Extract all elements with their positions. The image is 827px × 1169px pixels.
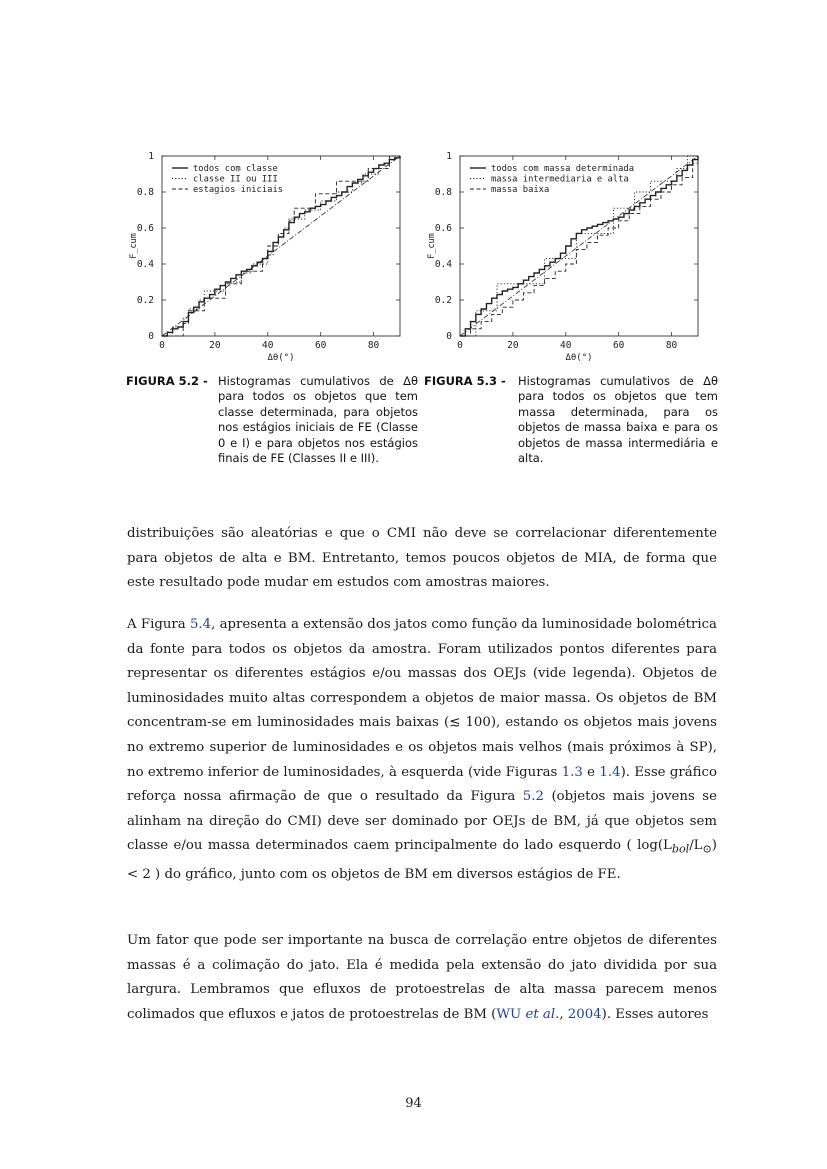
- figure-5-2-caption-text: Histogramas cumulativos de Δθ para todos os objetos que tem classe determinada, para objetos nos estágios iniciais de FE (Classe 0 e I) e para objetos nos estágios finais de FE (Classes II e III).: [218, 374, 418, 466]
- x-tick-label: 40: [262, 340, 274, 351]
- body-paragraph-3: [127, 929, 717, 1027]
- y-tick-label: 0.4: [434, 259, 452, 270]
- citation-year: 2004: [567, 1006, 602, 1022]
- figure-5-2-chart: [128, 148, 408, 363]
- x-tick-label: 80: [665, 340, 678, 351]
- text: , apresenta a extensão dos jatos como função da luminosidade bolométrica da fonte para todos os objetos da amostra. Foram utilizados pontos diferentes para representar os diferentes estágios e/ou massas dos OEJs (vide legenda). Objetos de luminosidades muito altas correspondem a objetos de maior massa. Os objetos de BM concentram-se em luminosidades mais baixas (≲ 100), estando os objetos mais jovens no extremo superior de luminosidades e os objetos mais velhos (mais próximos à SP), no extremo inferior de luminosidades, à esquerda (vide Figuras: [127, 617, 717, 780]
- text: /L: [689, 838, 703, 854]
- y-tick-label: 0.6: [136, 223, 154, 234]
- y-tick-label: 0.8: [434, 187, 452, 198]
- x-tick-label: 0: [159, 340, 165, 351]
- figure-ref-5-4[interactable]: 5.4: [189, 617, 212, 632]
- text: (objetos mais jovens se alinham na direção do CMI) deve ser dominado por OEJs de BM, já que objetos sem classe e/ou massa determinados caem principalmente do lado esquerdo ( log(L: [127, 789, 717, 854]
- x-tick-label: 80: [367, 340, 380, 351]
- x-tick-label: 20: [209, 340, 221, 351]
- citation-author: WU: [496, 1006, 522, 1022]
- y-tick-label: 1: [446, 151, 452, 162]
- citation-sep: ,: [559, 1006, 568, 1022]
- x-axis-label: Δθ(°): [267, 353, 295, 363]
- y-tick-label: 0.2: [136, 295, 154, 306]
- subscript-sun: ⊙: [702, 843, 712, 856]
- x-tick-label: 60: [314, 340, 327, 351]
- y-tick-label: 0: [148, 331, 154, 342]
- page-number: 94: [405, 1096, 422, 1111]
- body-paragraph-1: distribuições são aleatórias e que o CMI não deve se correlacionar diferentemente para objetos de alta e BM. Entretanto, temos poucos objetos de MIA, de forma que este resultado pode mudar em estudos com amostras maiores.: [127, 526, 717, 591]
- legend-label: massa baixa: [491, 185, 550, 195]
- figure-5-3-chart: [426, 148, 706, 363]
- figure-ref-1-4[interactable]: 1.4: [599, 764, 621, 780]
- figure-5-3-caption: [424, 374, 720, 474]
- legend-label: todos com classe: [193, 164, 278, 174]
- y-tick-label: 1: [148, 151, 154, 162]
- text: ). Esses autores: [601, 1006, 709, 1022]
- x-tick-label: 40: [560, 340, 572, 351]
- figure-5-2-caption: [126, 374, 420, 474]
- legend-label: estagios iniciais: [193, 185, 284, 195]
- y-axis-label: F_cum: [129, 233, 139, 259]
- figure-5-3-caption-text: Histogramas cumulativos de Δθ para todos os objetos que tem massa determinada, para os objetos de massa baixa e para os objetos de massa intermediária e alta.: [518, 374, 718, 466]
- text: e: [582, 764, 600, 780]
- figure-5-2-caption-label: FIGURA 5.2 -: [126, 374, 208, 388]
- legend-label: massa intermediaria e alta: [491, 174, 629, 185]
- x-axis-label: Δθ(°): [565, 353, 593, 363]
- figure-5-3-caption-label: FIGURA 5.3 -: [424, 374, 506, 388]
- x-tick-label: 60: [612, 340, 625, 351]
- x-tick-label: 20: [507, 340, 519, 351]
- y-axis-label: F_cum: [427, 233, 437, 259]
- citation-etal: et al.: [521, 1006, 560, 1022]
- text: Um fator que pode ser importante na busca de correlação entre objetos de diferentes massas é a colimação do jato. Ela é medida pela extensão do jato dividida por sua largura. Lembramos que efluxos de protoestrelas de alta massa parecem menos colimados que efluxos e jatos de protoestrelas de BM (: [127, 933, 717, 1022]
- y-tick-label: 0.2: [434, 295, 452, 306]
- text: A Figura: [127, 617, 190, 632]
- y-tick-label: 0.6: [434, 223, 452, 234]
- citation-wu-2004[interactable]: [496, 1007, 601, 1022]
- figure-5-3-svg: [426, 148, 706, 363]
- legend-label: todos com massa determinada: [491, 164, 634, 174]
- y-tick-label: 0.8: [136, 187, 154, 198]
- figure-ref-1-3[interactable]: 1.3: [561, 764, 583, 780]
- subscript-bol: bol: [671, 843, 690, 856]
- y-tick-label: 0.4: [136, 259, 154, 270]
- figure-ref-5-2[interactable]: 5.2: [522, 789, 544, 805]
- legend-label: classe II ou III: [193, 174, 278, 185]
- text: ). Esse gráfico reforça nossa afirmação de que o resultado da Figura: [127, 764, 717, 805]
- x-tick-label: 0: [457, 340, 463, 351]
- body-paragraph-2: [127, 613, 717, 887]
- y-tick-label: 0: [446, 331, 452, 342]
- figure-5-2-svg: [128, 148, 408, 363]
- text: ) < 2 ) do gráfico, junto com os objetos de BM em diversos estágios de FE.: [127, 838, 717, 882]
